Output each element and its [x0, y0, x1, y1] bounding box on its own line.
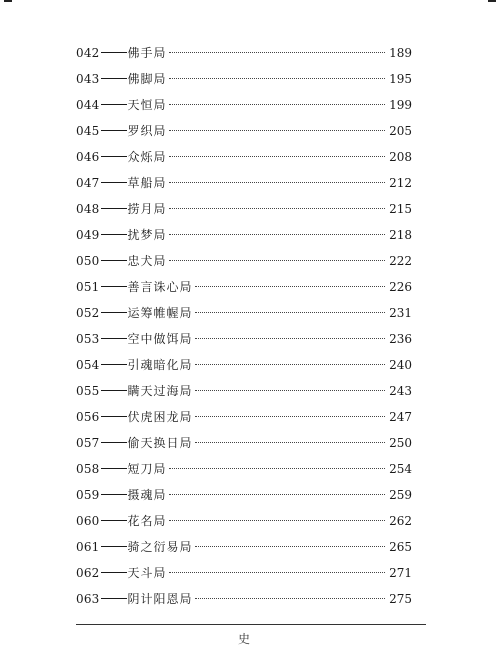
- toc-entry-number: 048: [76, 202, 100, 216]
- toc-entry[interactable]: [76, 560, 412, 586]
- toc-entry-number: 060: [76, 514, 100, 528]
- toc-entry-number: 062: [76, 566, 100, 580]
- toc-entry-dot-leader: [195, 390, 386, 391]
- toc-entry-title: 引魂暗化局: [127, 358, 193, 372]
- toc-entry-number: 043: [76, 72, 100, 86]
- toc-entry-page: 218: [389, 228, 412, 242]
- toc-entry[interactable]: [76, 300, 412, 326]
- toc-entry[interactable]: [76, 40, 412, 66]
- toc-entry-page: 236: [389, 332, 412, 346]
- toc-entry-number: 049: [76, 228, 100, 242]
- toc-entry-page: 222: [389, 254, 412, 268]
- toc-entry-title: 忠犬局: [127, 254, 167, 268]
- toc-entry-title: 佛脚局: [127, 72, 167, 86]
- toc-entry-dot-leader: [169, 520, 386, 521]
- toc-entry-title: 摄魂局: [127, 488, 167, 502]
- toc-entry-dot-leader: [169, 572, 386, 573]
- toc-entry-dot-leader: [169, 182, 386, 183]
- toc-entry-number: 061: [76, 540, 100, 554]
- toc-entry-dash: [101, 494, 127, 495]
- toc-entry[interactable]: [76, 144, 412, 170]
- toc-entry-page: 265: [389, 540, 412, 554]
- toc-entry-page: 208: [389, 150, 412, 164]
- table-of-contents: [76, 40, 412, 612]
- toc-entry-number: 056: [76, 410, 100, 424]
- toc-entry-title: 众烁局: [127, 150, 167, 164]
- toc-entry-page: 247: [389, 410, 412, 424]
- toc-entry-dot-leader: [195, 546, 386, 547]
- toc-entry-dash: [101, 234, 127, 235]
- toc-entry-number: 047: [76, 176, 100, 190]
- toc-entry[interactable]: [76, 170, 412, 196]
- toc-entry[interactable]: [76, 248, 412, 274]
- toc-entry-dot-leader: [195, 338, 386, 339]
- toc-entry-dot-leader: [169, 234, 386, 235]
- toc-entry[interactable]: [76, 508, 412, 534]
- toc-entry-dash: [101, 338, 127, 339]
- toc-entry-dash: [101, 468, 127, 469]
- toc-entry-dash: [101, 78, 127, 79]
- toc-entry-dash: [101, 130, 127, 131]
- toc-entry-number: 055: [76, 384, 100, 398]
- toc-entry-dot-leader: [169, 104, 386, 105]
- toc-entry-dash: [101, 52, 127, 53]
- toc-entry-dash: [101, 286, 127, 287]
- toc-entry-title: 天恒局: [127, 98, 167, 112]
- toc-entry-dash: [101, 546, 127, 547]
- toc-entry-number: 057: [76, 436, 100, 450]
- toc-entry-number: 051: [76, 280, 100, 294]
- toc-entry-dot-leader: [169, 260, 386, 261]
- toc-entry-dash: [101, 208, 127, 209]
- toc-entry-page: 199: [389, 98, 412, 112]
- footer-page-number: 史: [238, 632, 251, 646]
- toc-entry-dash: [101, 442, 127, 443]
- toc-entry[interactable]: [76, 196, 412, 222]
- toc-entry-title: 瞒天过海局: [127, 384, 193, 398]
- toc-entry-dot-leader: [169, 156, 386, 157]
- toc-entry[interactable]: [76, 378, 412, 404]
- toc-entry-title: 骑之衍易局: [127, 540, 193, 554]
- toc-entry-dot-leader: [195, 364, 386, 365]
- toc-entry-number: 042: [76, 46, 100, 60]
- toc-entry-dot-leader: [169, 468, 386, 469]
- toc-entry-dot-leader: [169, 130, 386, 131]
- toc-entry-number: 058: [76, 462, 100, 476]
- toc-entry-page: 243: [389, 384, 412, 398]
- toc-entry-number: 053: [76, 332, 100, 346]
- toc-entry[interactable]: [76, 430, 412, 456]
- toc-entry-dot-leader: [169, 208, 386, 209]
- toc-entry-number: 052: [76, 306, 100, 320]
- toc-entry-dash: [101, 260, 127, 261]
- toc-entry-page: 275: [389, 592, 412, 606]
- toc-entry-dash: [101, 182, 127, 183]
- toc-entry-dot-leader: [169, 52, 386, 53]
- toc-entry-number: 045: [76, 124, 100, 138]
- toc-entry-title: 佛手局: [127, 46, 167, 60]
- toc-entry-page: 212: [389, 176, 412, 190]
- toc-entry-title: 伏虎困龙局: [127, 410, 193, 424]
- toc-entry[interactable]: [76, 66, 412, 92]
- toc-entry-title: 罗织局: [127, 124, 167, 138]
- toc-entry-title: 空中做饵局: [127, 332, 193, 346]
- toc-entry-dash: [101, 598, 127, 599]
- toc-entry-dot-leader: [195, 442, 386, 443]
- toc-entry[interactable]: [76, 118, 412, 144]
- toc-entry-title: 天斗局: [127, 566, 167, 580]
- toc-entry-page: 254: [389, 462, 412, 476]
- toc-entry[interactable]: [76, 352, 412, 378]
- toc-entry-number: 063: [76, 592, 100, 606]
- toc-entry-number: 054: [76, 358, 100, 372]
- toc-entry-number: 044: [76, 98, 100, 112]
- toc-entry-page: 271: [389, 566, 412, 580]
- toc-entry-title: 花名局: [127, 514, 167, 528]
- toc-entry-title: 阴计阳恩局: [127, 592, 193, 606]
- toc-entry-title: 短刀局: [127, 462, 167, 476]
- toc-entry-page: 250: [389, 436, 412, 450]
- toc-entry-dot-leader: [195, 312, 386, 313]
- toc-entry[interactable]: [76, 534, 412, 560]
- toc-entry-dash: [101, 520, 127, 521]
- toc-entry-number: 059: [76, 488, 100, 502]
- toc-entry-page: 231: [389, 306, 412, 320]
- toc-entry[interactable]: [76, 222, 412, 248]
- toc-entry-title: 善言诛心局: [127, 280, 193, 294]
- toc-entry-dot-leader: [195, 416, 386, 417]
- toc-entry-title: 偷天换日局: [127, 436, 193, 450]
- toc-entry-page: 189: [389, 46, 412, 60]
- toc-entry-title: 捞月局: [127, 202, 167, 216]
- toc-entry-page: 215: [389, 202, 412, 216]
- toc-entry-dash: [101, 156, 127, 157]
- toc-entry-number: 046: [76, 150, 100, 164]
- toc-entry[interactable]: [76, 326, 412, 352]
- toc-entry-page: 259: [389, 488, 412, 502]
- toc-entry-dash: [101, 364, 127, 365]
- toc-entry-page: 226: [389, 280, 412, 294]
- toc-entry-dash: [101, 572, 127, 573]
- toc-entry[interactable]: [76, 482, 412, 508]
- toc-entry[interactable]: [76, 274, 412, 300]
- toc-entry[interactable]: [76, 92, 412, 118]
- toc-entry-page: 205: [389, 124, 412, 138]
- footer-divider: [76, 624, 426, 625]
- toc-entry-title: 草船局: [127, 176, 167, 190]
- toc-entry[interactable]: [76, 456, 412, 482]
- toc-entry-title: 运筹帷幄局: [127, 306, 193, 320]
- toc-entry-dot-leader: [169, 494, 386, 495]
- corner-crop-mark: [4, 0, 12, 2]
- toc-entry-dash: [101, 416, 127, 417]
- toc-entry-dot-leader: [169, 78, 386, 79]
- toc-entry[interactable]: [76, 404, 412, 430]
- toc-entry-number: 050: [76, 254, 100, 268]
- toc-entry-dash: [101, 390, 127, 391]
- toc-entry-page: 195: [389, 72, 412, 86]
- toc-entry-dot-leader: [195, 286, 386, 287]
- toc-entry-dash: [101, 104, 127, 105]
- toc-entry-page: 262: [389, 514, 412, 528]
- corner-crop-mark: [488, 0, 496, 2]
- toc-entry-dash: [101, 312, 127, 313]
- toc-entry-page: 240: [389, 358, 412, 372]
- toc-entry-dot-leader: [195, 598, 386, 599]
- toc-entry-title: 扰梦局: [127, 228, 167, 242]
- toc-entry[interactable]: [76, 586, 412, 612]
